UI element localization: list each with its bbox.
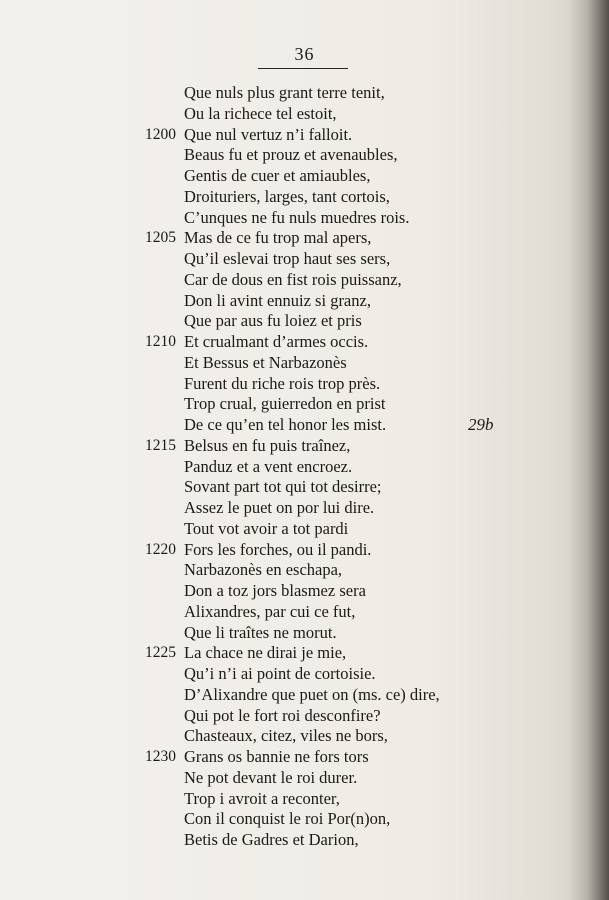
verse-text: Que par aus fu loiez et pris (184, 311, 362, 331)
line-number: 1215 (145, 436, 176, 454)
verse-line (0, 144, 609, 165)
verse-text: Sovant part tot qui tot desirre; (184, 477, 382, 497)
verse-text: Con il conquist le roi Por(n)on, (184, 809, 391, 829)
verse-text: Que nul vertuz n’i falloit. (184, 124, 353, 144)
verse-text: Belsus en fu puis traînez, (184, 435, 351, 455)
header-rule (258, 68, 348, 69)
line-number: 1205 (145, 229, 176, 247)
verse-line (0, 642, 609, 663)
verse-text: Droituriers, larges, tant cortois, (184, 186, 390, 206)
verse-text: Betis de Gadres et Darion, (184, 830, 359, 849)
verse-text: Qui pot le fort roi desconfire? (184, 705, 381, 725)
verse-text: Qu’il eslevai trop haut ses sers, (184, 249, 391, 268)
verse-text: De ce qu’en tel honor les mist. (184, 415, 387, 434)
verse-text: D’Alixandre que puet on (ms. ce) dire, (184, 684, 440, 704)
verse-line (0, 725, 609, 746)
verse-line (0, 269, 609, 290)
verse-text: Que li traîtes ne morut. (184, 622, 337, 642)
verse-line (0, 435, 609, 456)
verse-text: La chace ne dirai je mie, (184, 643, 347, 663)
verse-text: Don a toz jors blasmez sera (184, 581, 366, 600)
verse-line (0, 186, 609, 207)
verse-line (0, 518, 609, 539)
verse-line (0, 227, 609, 248)
verse-text: Car de dous en fist rois puissanz, (184, 269, 402, 289)
verse-text: C’unques ne fu nuls muedres rois. (184, 207, 410, 227)
verse-text: Et Bessus et Narbazonès (184, 352, 347, 372)
verse-line (0, 373, 609, 394)
verse-text: Qu’i n’i ai point de cortoisie. (184, 664, 376, 683)
verse-text: Fors les forches, ou il pandi. (184, 539, 372, 559)
verse-text: Grans os bannie ne fors tors (184, 747, 369, 766)
verse-text: Trop i avroit a reconter, (184, 788, 340, 808)
line-number: 1200 (145, 125, 176, 143)
verse-line (0, 746, 609, 767)
verse-line (0, 248, 609, 269)
verse-text: Alixandres, par cui ce fut, (184, 601, 356, 621)
line-number: 1230 (145, 748, 176, 765)
page-number: 36 (294, 44, 315, 64)
verse-line (0, 414, 609, 435)
verse-line (0, 497, 609, 518)
verse-line (0, 103, 609, 124)
verse-line (0, 559, 609, 580)
verse-line (0, 580, 609, 601)
verse-text: Assez le puet on por lui dire. (184, 498, 375, 517)
verse-line (0, 456, 609, 477)
verse-line (0, 622, 609, 643)
verse-line (0, 393, 609, 414)
verse-line (0, 165, 609, 186)
verse-text: Ne pot devant le roi durer. (184, 767, 358, 787)
verse-line (0, 310, 609, 331)
verse-line (0, 207, 609, 228)
verse-text: Et crualmant d’armes occis. (184, 332, 369, 351)
verse-text: Chasteaux, citez, viles ne bors, (184, 726, 388, 746)
verse-line (0, 352, 609, 373)
verse-text: Gentis de cuer et amiaubles, (184, 166, 371, 185)
verse-line (0, 290, 609, 311)
verse-line (0, 684, 609, 705)
verse-line (0, 601, 609, 622)
verse-line (0, 539, 609, 560)
verse-line (0, 788, 609, 809)
verse-text: Don li avint ennuiz si granz, (184, 290, 371, 310)
folio-marker: 29b (468, 415, 494, 434)
line-number: 1210 (145, 333, 176, 350)
verse-line (0, 476, 609, 497)
verse-line (0, 767, 609, 788)
verse-text: Que nuls plus grant terre tenit, (184, 83, 385, 102)
verse-text: Tout vot avoir a tot pardi (184, 518, 349, 538)
verse-text: Panduz et a vent encroez. (184, 456, 353, 476)
verse-text: Trop crual, guierredon en prist (184, 394, 386, 414)
verse-text: Narbazonès en eschapa, (184, 560, 343, 580)
verse-line (0, 82, 609, 103)
verse-line (0, 705, 609, 726)
verse-line (0, 663, 609, 684)
verse-text: Beaus fu et prouz et avenaubles, (184, 145, 398, 165)
verse-line (0, 829, 609, 850)
verse-line (0, 331, 609, 352)
line-number: 1225 (145, 644, 176, 662)
line-number: 1220 (145, 540, 176, 558)
verse-text: Ou la richece tel estoit, (184, 103, 337, 123)
verse-line (0, 124, 609, 145)
verse-line (0, 808, 609, 829)
verse-text: Furent du riche rois trop près. (184, 373, 381, 393)
verse-text: Mas de ce fu trop mal apers, (184, 228, 372, 248)
